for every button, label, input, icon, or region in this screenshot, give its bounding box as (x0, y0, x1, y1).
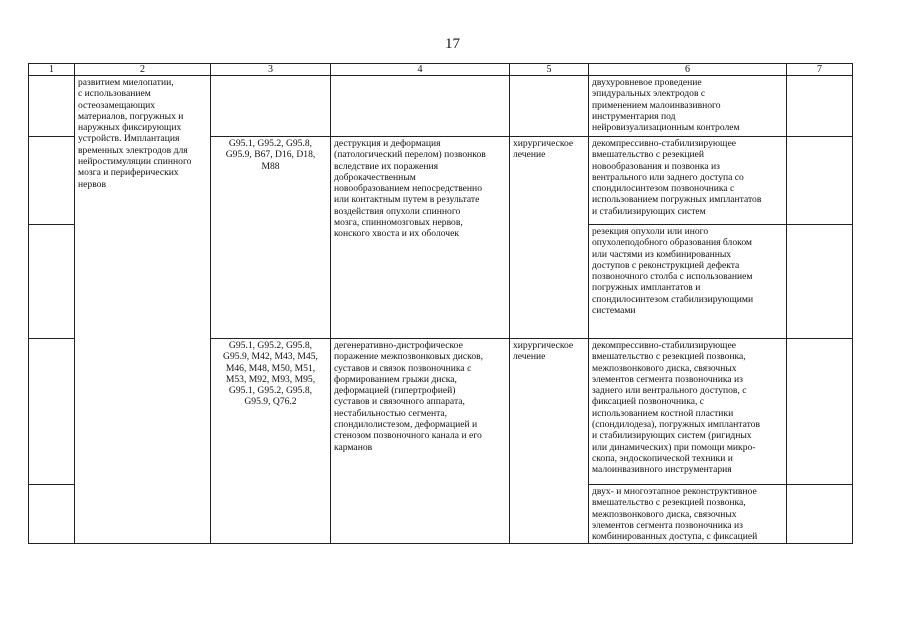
column-number-2: 2 (75, 64, 211, 76)
method-cell: резекция опухоли или иного опухолеподобного образования блоком или частями из комбинированных доступов с реконструкцией дефекта позвоночного столба с использованием погружных имплантатов и спондилосинтезом стабилизирующими системами (589, 225, 787, 339)
col1-cell (29, 339, 75, 485)
diagnosis-cell: деструкция и деформация (патологический перелом) позвонков вследствие их поражения доброкачественным новообразованием непосредственно или контактным путем в результате воздействия опухоли спинного мозга, спинномозговых нервов, конского хвоста и их оболочек (331, 137, 510, 339)
column-number-7: 7 (787, 64, 853, 76)
column-number-6: 6 (589, 64, 787, 76)
icd-codes-cell: G95.1, G95.2, G95.8, G95.9, B67, D16, D18, M88 (211, 137, 331, 339)
col7-cell (787, 485, 853, 544)
medical-procedures-table (28, 63, 853, 544)
page-number: 17 (445, 36, 460, 52)
treatment-cell (510, 76, 589, 137)
col7-cell (787, 76, 853, 137)
col1-cell (29, 137, 75, 225)
col1-cell (29, 76, 75, 137)
column-number-5: 5 (510, 64, 589, 76)
column-number-1: 1 (29, 64, 75, 76)
treatment-type-cell: хирургическое лечение (510, 339, 589, 544)
method-cell: двухуровневое проведение эпидуральных электродов с применением малоинвазивного инструментария под нейровизуализационным контролем (589, 76, 787, 137)
col7-cell (787, 225, 853, 339)
codes-cell (211, 76, 331, 137)
method-cell: двух- и многоэтапное реконструктивное вмешательство с резекцией позвонка, межпозвонкового диска, связочных элементов сегмента позвоночника из комбинированных доступа, с фиксацией (589, 485, 787, 544)
column-number-3: 3 (211, 64, 331, 76)
table-row (29, 76, 853, 137)
treatment-type-cell: хирургическое лечение (510, 137, 589, 339)
diagnosis-cell (331, 76, 510, 137)
col7-cell (787, 339, 853, 485)
col7-cell (787, 137, 853, 225)
column-number-row (29, 64, 853, 76)
col1-cell (29, 225, 75, 339)
diagnosis-cell: дегенеративно-дистрофическое поражение межпозвонковых дисков, суставов и связок позвоночника с формированием грыжи диска, деформацией (гипертрофией) суставов и связочного аппарата, нестабильностью сегмента, спондилолистезом, деформацией и стенозом позвоночного канала и его карманов (331, 339, 510, 544)
column-number-4: 4 (331, 64, 510, 76)
procedure-name-cell: развитием миелопатии, с использованием остеозамещающих материалов, погружных и наружных фиксирующих устройств. Имплантация временных электродов для нейростимуляции спинного мозга и периферических нервов (75, 76, 211, 544)
icd-codes-cell: G95.1, G95.2, G95.8, G95.9, M42, M43, M45, M46, M48, M50, M51, M53, M92, M93, M95, G95.1, G95.2, G95.8, G95.9, Q76.2 (211, 339, 331, 544)
method-cell: декомпрессивно-стабилизирующее вмешательство с резекцией позвонка, межпозвонкового диска, связочных элементов сегмента позвоночника из заднего или вентрального доступов, с фиксацией позвоночника, с использованием костной пластики (спондилодеза), погружных имплантатов и стабилизирующих систем (ригидных или динамических) при помощи микро- скопа, эндоскопической техники и малоинвазивного инструментария (589, 339, 787, 485)
method-cell: декомпрессивно-стабилизирующее вмешательство с резекцией новообразования и позвонка из вентрального или заднего доступа со спондилосинтезом позвоночника с использованием погружных имплантатов и стабилизирующих систем (589, 137, 787, 225)
col1-cell (29, 485, 75, 544)
